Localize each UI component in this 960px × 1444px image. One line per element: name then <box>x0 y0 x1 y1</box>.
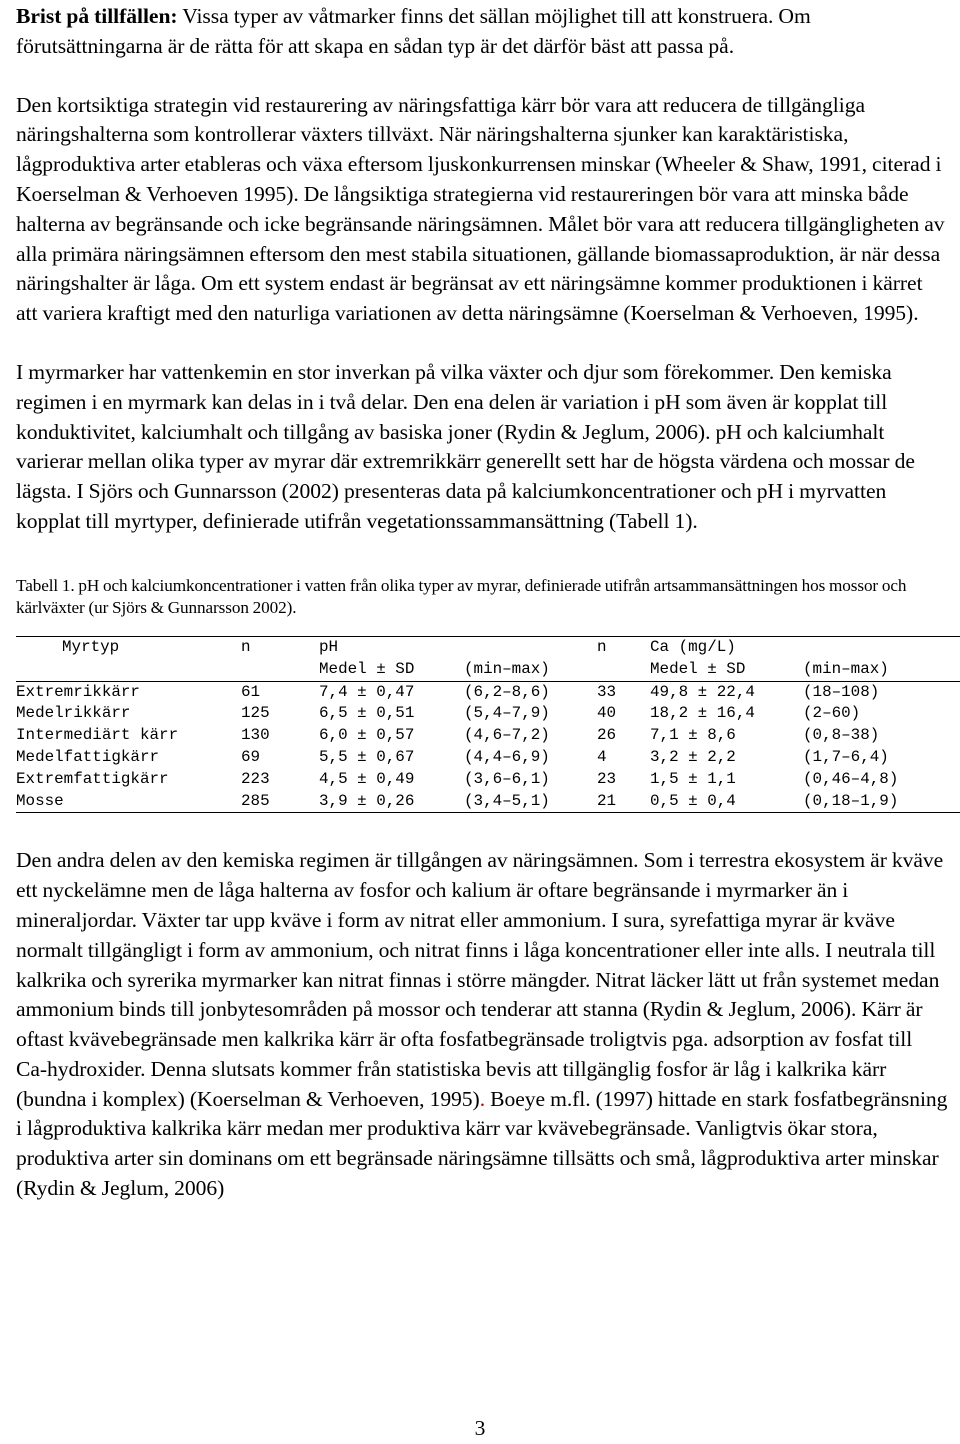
table-subheader-row <box>16 659 960 681</box>
table-cell: 6,5 ± 0,51 <box>319 704 415 723</box>
table-cell: (5,4–7,9) <box>464 704 550 723</box>
table-row <box>16 725 960 747</box>
table-cell: 285 <box>241 791 319 813</box>
table-cell: (18–108) <box>803 682 880 701</box>
table-cell: 49,8 ± 22,4 <box>650 682 755 701</box>
header-cell <box>16 659 241 681</box>
header-cell: n <box>597 636 650 658</box>
table-row <box>16 703 960 725</box>
table-cell: (2–60) <box>803 704 861 723</box>
table-cell: 40 <box>597 704 617 723</box>
header-cell <box>464 636 597 658</box>
table-cell: 3,2 ± 2,2 <box>650 747 736 766</box>
header-cell <box>241 659 319 681</box>
header-cell: pH <box>319 636 464 658</box>
header-cell: (min–max) <box>803 659 960 681</box>
table-row <box>16 747 960 769</box>
table-cell: Mosse <box>16 791 241 813</box>
table-cell: 1,5 ± 1,1 <box>650 769 736 788</box>
intro-heading: Brist på tillfällen: <box>16 4 178 28</box>
header-cell: Medel ± SD <box>319 659 464 681</box>
intro-paragraph <box>16 0 948 62</box>
table-row <box>16 769 960 791</box>
table-cell: (4,4–6,9) <box>464 747 550 766</box>
intro-text: Vissa typer av våtmarker finns det sällan möjlighet till att konstruera. Om förutsättningarna är de rätta för att skapa en sådan typ är det därför bäst att passa på. <box>16 4 811 58</box>
table-cell: Extremfattigkärr <box>16 769 169 788</box>
red-period-mark: . <box>479 1086 486 1111</box>
table-cell: 23 <box>597 769 617 788</box>
document-page <box>16 0 948 1204</box>
header-cell: Ca (mg/L) <box>650 636 803 658</box>
nutrients-paragraph <box>16 846 948 1204</box>
table-cell: (3,6–6,1) <box>464 769 550 788</box>
table-cell: 3,9 ± 0,26 <box>319 791 464 813</box>
table-cell: 18,2 ± 16,4 <box>650 704 755 723</box>
table-cell: 33 <box>597 682 617 701</box>
table-cell: 61 <box>241 682 261 701</box>
table-cell: 26 <box>597 726 617 745</box>
nutrients-text-after: Boeye m.fl. (1997) hittade en stark fosfatbegränsning i lågproduktiva kalkrika kärr medan mer produktiva kärr var kvävebegränsade. Vanligtvis ökar stora, produktiva arter sin dominans om ett begränsade näringsämne tillsätts och små, lågproduktiva arter minskar (Rydin & Jeglum, 2006) <box>16 1086 948 1201</box>
header-cell: (min–max) <box>464 659 597 681</box>
table-cell: 7,4 ± 0,47 <box>319 682 415 701</box>
table-caption: Tabell 1. pH och kalciumkoncentrationer i vatten från olika typer av myrar, definierade utifrån artsammansättningen hos mossor och kärlväxter (ur Sjörs & Gunnarsson 2002). <box>16 575 907 617</box>
peatland-chemistry-table <box>16 636 960 813</box>
header-cell <box>803 636 960 658</box>
chemistry-paragraph: I myrmarker har vattenkemin en stor inverkan på vilka växter och djur som förekommer. Den kemiska regimen i en myrmark kan delas in i två delar. Den ena delen är variation i pH som även är kopplat till konduktivitet, kalciumhalt och tillgång av basiska joner (Rydin & Jeglum, 2006). pH och kalciumhalt varierar mellan olika typer av myrar där extremrikkärr generellt sett har de högsta värdena och mossar de lägsta. I Sjörs och Gunnarsson (2002) presenteras data på kalciumkoncentrationer och pH i myrvatten kopplat till myrtyper, definierade utifrån vegetationssammansättning (Tabell 1). <box>16 359 915 533</box>
table-cell: (0,8–38) <box>803 726 880 745</box>
table-cell: 5,5 ± 0,67 <box>319 747 415 766</box>
nutrients-text-before: Den andra delen av den kemiska regimen är tillgången av näringsämnen. Som i terrestra ekosystem är kväve ett nyckelämne men de låga halterna av fosfor och kalium är oftare begränsande i myrmarker än i mineraljordar. Växter tar upp kväve i form av nitrat eller ammonium. I sura, syrefattiga myrar är kväve normalt tillgängligt i form av ammonium, och nitrat finns i låga koncentrationer eller inte alls. I neutrala till kalkrika och syrerika myrmarker kan nitrat finnas i större mängder. Nitrat läcker lätt ut från systemet medan ammonium binds till jonbytesområden på mossor och tenderar att stanna (Rydin & Jeglum, 2006). Kärr är oftast kvävebegränsade men kalkrika kärr är ofta fosfatbegränsade troligtvis pga. adsorption av fosfat till Ca-hydroxider. Denna slutsats kommer från statistiska bevis att tillgänglig fosfor är låg i kalkrika kärr (bundna i komplex) (Koerselman & Verhoeven, 1995) <box>16 848 944 1111</box>
header-cell: Medel ± SD <box>650 659 803 681</box>
table-cell: (0,18–1,9) <box>803 791 960 813</box>
table-cell: 4 <box>597 747 607 766</box>
table-cell: 6,0 ± 0,57 <box>319 726 415 745</box>
table-cell: Intermediärt kärr <box>16 726 179 745</box>
table-cell: 69 <box>241 747 261 766</box>
table-cell: Medelfattigkärr <box>16 747 160 766</box>
table-cell: 21 <box>597 791 650 813</box>
table-cell: 125 <box>241 704 270 723</box>
table-cell: (4,6–7,2) <box>464 726 550 745</box>
header-cell <box>597 659 650 681</box>
table-cell: 4,5 ± 0,49 <box>319 769 415 788</box>
table-cell: (6,2–8,6) <box>464 682 550 701</box>
table-cell: Extremrikkärr <box>16 682 140 701</box>
table-cell: 7,1 ± 8,6 <box>650 726 736 745</box>
strategy-paragraph: Den kortsiktiga strategin vid restaurering av näringsfattiga kärr bör vara att reducera de tillgängliga näringshalterna som kontrollerar växters tillväxt. När näringshalterna sjunker kan karaktäristiska, lågproduktiva arter etableras och växa eftersom ljuskonkurrensen minskar (Wheeler & Shaw, 1991, citerad i Koerselman & Verhoeven 1995). De långsiktiga strategierna vid restaureringen bör vara att minska både halterna av begränsande och icke begränsande näringsämnen. Målet bör vara att reducera tillgängligheten av alla primära näringsämnen eftersom den mest stabila situationen, gällande biomassaproduktion, är när dessa näringshalter är låga. Om ett system endast är begränsat av ett näringsämne kommer produktionen i kärret att variera kraftigt med den naturliga variationen av detta näringsämne (Koerselman & Verhoeven, 1995). <box>16 92 945 326</box>
table-cell: 130 <box>241 726 270 745</box>
table-row <box>16 791 960 813</box>
table-row <box>16 681 960 703</box>
table-cell: (3,4–5,1) <box>464 791 597 813</box>
table-cell: Medelrikkärr <box>16 704 131 723</box>
header-cell: Myrtyp <box>16 636 241 658</box>
table-cell: (1,7–6,4) <box>803 747 889 766</box>
table-header-row <box>16 636 960 658</box>
table-cell: 0,5 ± 0,4 <box>650 791 803 813</box>
table-cell: (0,46–4,8) <box>803 769 899 788</box>
table-cell: 223 <box>241 769 270 788</box>
page-number: 3 <box>474 1416 486 1440</box>
header-cell: n <box>241 636 319 658</box>
